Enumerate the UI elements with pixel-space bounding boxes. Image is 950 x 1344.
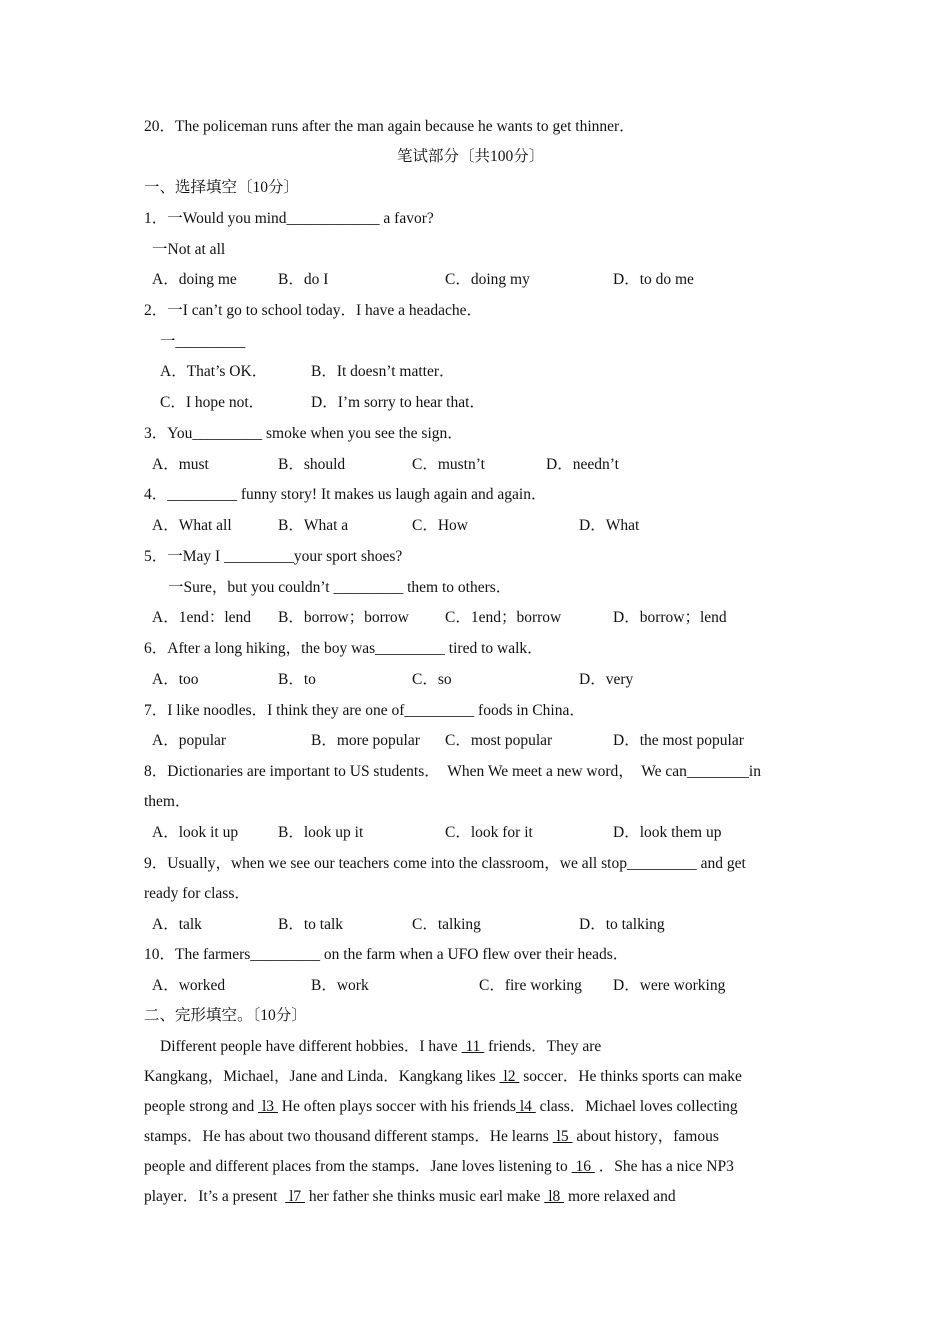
cloze-blank-16: 16: [571, 1158, 595, 1175]
q3-option-c: C．mustn’t: [412, 456, 485, 473]
q1-option-d: D．to do me: [613, 271, 694, 288]
cloze-text: Kangkang，Michael，Jane and Linda．Kangkang likes: [144, 1068, 500, 1085]
q3-option-a: A．must: [152, 456, 209, 473]
cloze-text: people and different places from the stamps．Jane loves listening to: [144, 1158, 572, 1175]
section2-title: 二、完形填空。〔10分〕: [144, 1007, 307, 1024]
q7-option-a: A．popular: [152, 732, 227, 749]
q10-option-d: D．were working: [613, 977, 726, 994]
q8-option-a: A．look it up: [152, 824, 239, 841]
cloze-line: [144, 1187, 676, 1207]
cloze-blank-13: l3: [258, 1098, 278, 1115]
q2-option-a: A．That’s OK．: [160, 363, 268, 380]
q2-option-b: B．It doesn’t matter．: [311, 363, 455, 380]
cloze-text: more relaxed and: [564, 1188, 676, 1205]
q6-option-a: A．too: [152, 671, 199, 688]
q5-stem: 5．一May I _________your sport shoes?: [144, 548, 403, 565]
cloze-blank-11: 11: [461, 1038, 485, 1055]
q9-option-d: D．to talking: [579, 916, 665, 933]
cloze-line: [144, 1127, 719, 1147]
q7-option-b: B．more popular: [311, 732, 420, 749]
q8-option-b: B．look up it: [278, 824, 364, 841]
q4-option-a: A．What all: [152, 517, 232, 534]
cloze-blank-12: l2: [499, 1068, 520, 1085]
cloze-text: Different people have different hobbies．I have: [160, 1038, 462, 1055]
q2-stem: 2．一I can’t go to school today．I have a headache．: [144, 302, 483, 319]
section1-title: 一、选择填空〔10分〕: [144, 179, 300, 196]
q4-stem: 4．_________ funny story! It makes us laugh again and again．: [144, 486, 547, 503]
written-part-title: 笔试部分〔共100分〕: [397, 148, 545, 165]
q3-option-b: B．should: [278, 456, 346, 473]
q3-option-d: D．needn’t: [546, 456, 619, 473]
q5-option-d: D．borrow；lend: [613, 609, 727, 626]
cloze-text: ．She has a nice NP3: [594, 1158, 734, 1175]
q9-stem-line1: 9．Usually，when we see our teachers come into the classroom，we all stop_________ and get: [144, 855, 746, 872]
q9-option-a: A．talk: [152, 916, 202, 933]
cloze-text: player．It’s a present: [144, 1188, 286, 1205]
cloze-text: stamps．He has about two thousand different stamps．He learns: [144, 1128, 553, 1145]
cloze-text: He often plays soccer with his friends: [277, 1098, 516, 1115]
q5-option-c: C．1end；borrow: [445, 609, 562, 626]
cloze-line: [160, 1037, 601, 1057]
cloze-line: [144, 1157, 734, 1177]
q10-stem: 10．The farmers_________ on the farm when a UFO flew over their heads．: [144, 946, 629, 963]
cloze-text: about history，famous: [572, 1128, 719, 1145]
q4-option-c: C．How: [412, 517, 468, 534]
q9-stem-line2: ready for class．: [144, 885, 250, 902]
cloze-blank-18: l8: [544, 1188, 565, 1205]
q6-option-c: C．so: [412, 671, 452, 688]
q9-option-c: C．talking: [412, 916, 481, 933]
q8-option-c: C．look for it: [445, 824, 533, 841]
q1-option-b: B．do I: [278, 271, 329, 288]
q6-stem: 6．After a long hiking，the boy was_________ tired to walk．: [144, 640, 543, 657]
q8-option-d: D．look them up: [613, 824, 722, 841]
q2-option-d: D．I’m sorry to hear that．: [311, 394, 485, 411]
q10-option-c: C．fire working: [479, 977, 582, 994]
q5-option-b: B．borrow；borrow: [278, 609, 409, 626]
q10-option-b: B．work: [311, 977, 369, 994]
q6-option-b: B．to: [278, 671, 316, 688]
q2-reply: 一_________: [160, 333, 246, 350]
q20-text: 20．The policeman runs after the man again because he wants to get thinner．: [144, 118, 635, 135]
q8-stem-line1: 8．Dictionaries are important to US students． When We meet a new word， We can________in: [144, 763, 761, 780]
cloze-blank-14: l4: [515, 1098, 536, 1115]
cloze-text: her father she thinks music earl make: [305, 1188, 545, 1205]
q9-option-b: B．to talk: [278, 916, 344, 933]
q4-option-b: B．What a: [278, 517, 349, 534]
q4-option-d: D．What: [579, 517, 640, 534]
q5-reply: 一Sure，but you couldn’t _________ them to others．: [168, 579, 512, 596]
q1-option-a: A．doing me: [152, 271, 237, 288]
cloze-blank-15: l5: [552, 1128, 573, 1145]
q7-option-d: D．the most popular: [613, 732, 744, 749]
q6-option-d: D．very: [579, 671, 634, 688]
q5-option-a: A．1end：lend: [152, 609, 252, 626]
cloze-text: class．Michael loves collecting: [535, 1098, 738, 1115]
cloze-blank-17: l7: [285, 1188, 305, 1205]
q1-option-c: C．doing my: [445, 271, 530, 288]
cloze-line: [144, 1067, 742, 1087]
q2-option-c: C．I hope not．: [160, 394, 265, 411]
cloze-line: [144, 1097, 738, 1117]
cloze-text: people strong and: [144, 1098, 259, 1115]
cloze-text: friends．They are: [484, 1038, 602, 1055]
cloze-text: soccer．He thinks sports can make: [519, 1068, 742, 1085]
q3-stem: 3．You_________ smoke when you see the sign．: [144, 425, 463, 442]
q10-option-a: A．worked: [152, 977, 226, 994]
q7-option-c: C．most popular: [445, 732, 553, 749]
q1-stem: 1．一Would you mind____________ a favor?: [144, 210, 434, 227]
q8-stem-line2: them．: [144, 793, 191, 810]
q1-reply: 一Not at all: [152, 241, 226, 258]
q7-stem: 7．I like noodles．I think they are one of_________ foods in China．: [144, 702, 585, 719]
